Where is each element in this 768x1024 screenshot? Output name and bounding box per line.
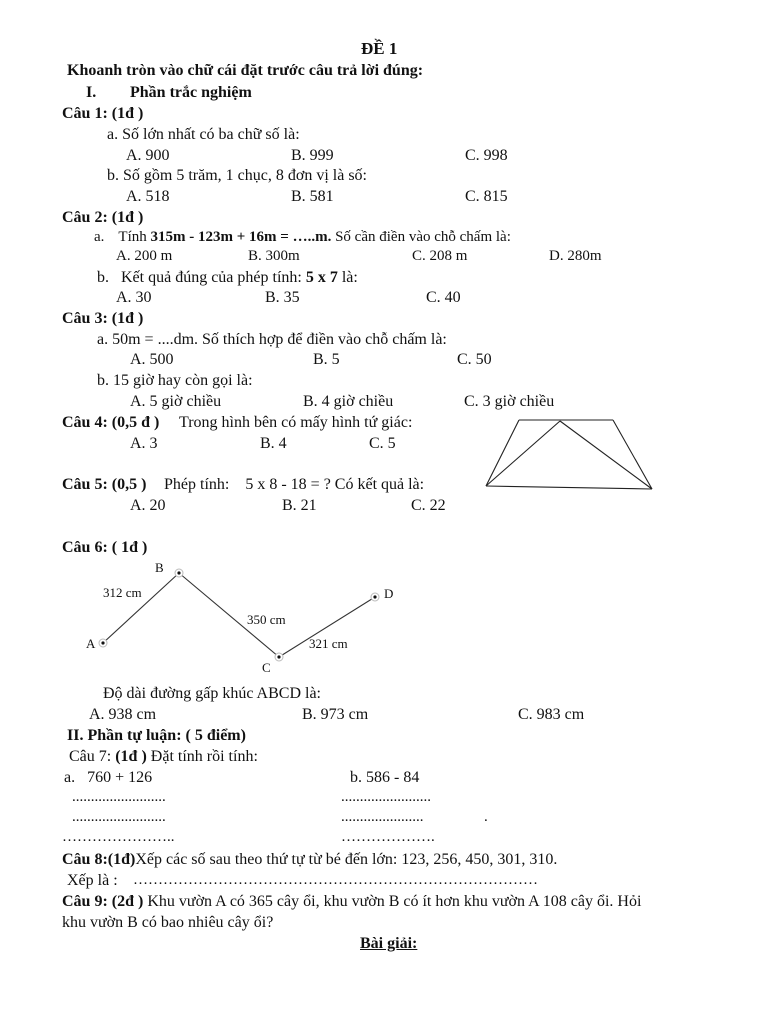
q1a-option-b[interactable]: B. 999 — [291, 147, 334, 164]
segment-ab-length: 312 cm — [103, 585, 142, 600]
q6-option-a[interactable]: A. 938 cm — [89, 706, 157, 723]
q7-stray-dot: . — [484, 809, 488, 825]
q3a-option-b[interactable]: B. 5 — [313, 351, 340, 368]
q7a-answer-line-1[interactable]: ......................... — [72, 789, 166, 805]
q9-line-1 — [62, 894, 641, 910]
figure-diagonal-right — [560, 421, 652, 489]
q2a-expression: 315m - 123m + 16m = …..m. — [150, 229, 332, 245]
q2b-line — [97, 270, 358, 286]
q7b-answer-line-3[interactable]: ………………. — [341, 829, 435, 845]
q2b-option-b[interactable]: B. 35 — [265, 289, 300, 306]
q3b-option-a[interactable]: A. 5 giờ chiều — [130, 393, 222, 410]
part1-number: I. — [86, 84, 97, 101]
q2b-expression: 5 x 7 — [305, 269, 338, 286]
instruction: Khoanh tròn vào chữ cái đặt trước câu trả lời đúng: — [67, 62, 424, 79]
q9-text-1: Khu vườn A có 365 cây ổi, khu vườn B có ít hơn khu vườn A 108 cây ổi. Hỏi — [143, 893, 642, 910]
q3-heading: Câu 3: (1đ ) — [62, 310, 144, 327]
q2a-prefix: a. — [94, 229, 105, 245]
q4-option-c[interactable]: C. 5 — [369, 435, 396, 452]
q5-option-c[interactable]: C. 22 — [411, 497, 446, 514]
q5-text: Phép tính: 5 x 8 - 18 = ? Có kết quả là: — [164, 476, 425, 493]
page-title: ĐỀ 1 — [361, 39, 398, 58]
q2b-prefix: b. — [97, 269, 109, 286]
q7b-expression: b. 586 - 84 — [350, 769, 420, 786]
q4-option-a[interactable]: A. 3 — [130, 435, 158, 452]
segment-bc-length: 350 cm — [247, 612, 286, 627]
q8-answer-label: Xếp là : — [67, 872, 118, 889]
q5-option-b[interactable]: B. 21 — [282, 497, 317, 514]
point-a-marker — [99, 639, 107, 647]
point-a-label: A — [86, 636, 96, 651]
q2b-option-c[interactable]: C. 40 — [426, 289, 461, 306]
point-b-label: B — [155, 560, 164, 575]
q8-heading: Câu 8:(1đ) — [62, 851, 136, 868]
point-c-label: C — [262, 660, 271, 675]
q1b-text: b. Số gồm 5 trăm, 1 chục, 8 đơn vị là số: — [107, 167, 367, 184]
q7-line — [69, 749, 258, 765]
part2-title: II. Phần tự luận: ( 5 điểm) — [67, 727, 246, 744]
q6-heading: Câu 6: ( 1đ ) — [62, 539, 148, 556]
q7b-answer-line-2[interactable]: ...................... — [341, 809, 424, 825]
q2a-option-d[interactable]: D. 280m — [549, 248, 602, 264]
q4-heading: Câu 4: (0,5 đ ) — [62, 414, 160, 431]
q2a-option-c[interactable]: C. 208 m — [412, 248, 468, 264]
segment-cd-length: 321 cm — [309, 636, 348, 651]
point-b-marker — [175, 569, 183, 577]
q2b-option-a[interactable]: A. 30 — [116, 289, 152, 306]
q8-line — [62, 852, 557, 868]
part1-title: Phần trắc nghiệm — [130, 84, 252, 101]
q4-option-b[interactable]: B. 4 — [260, 435, 287, 452]
q3a-text: a. 50m = ....dm. Số thích hợp để điền vào chỗ chấm là: — [97, 331, 447, 348]
q2a-text-1: Tính — [118, 229, 151, 245]
figure-right-edge — [613, 420, 652, 489]
q6-question: Độ dài đường gấp khúc ABCD là: — [103, 685, 321, 702]
q3a-option-c[interactable]: C. 50 — [457, 351, 492, 368]
q2a-text-2: Số cần điền vào chỗ chấm là: — [331, 229, 511, 245]
segment-ab — [103, 573, 179, 643]
q3b-option-c[interactable]: C. 3 giờ chiều — [464, 393, 555, 410]
q2b-text-2: là: — [337, 269, 358, 286]
q9-heading: Câu 9: (2đ ) — [62, 893, 144, 910]
q7-text: Đặt tính rồi tính: — [146, 748, 258, 765]
q7-heading: Câu 7: — [69, 748, 116, 765]
q3a-option-a[interactable]: A. 500 — [130, 351, 174, 368]
q7b-answer-line-1[interactable]: ........................ — [341, 789, 431, 805]
q7a-expression: a. 760 + 126 — [64, 769, 153, 786]
q2a-option-a[interactable]: A. 200 m — [116, 248, 173, 264]
q4-text: Trong hình bên có mấy hình tứ giác: — [179, 414, 413, 431]
q8-answer-line[interactable]: ……………………………………………………………………… — [133, 872, 538, 888]
q2b-text-1: Kết quả đúng của phép tính: — [121, 269, 306, 286]
q5-option-a[interactable]: A. 20 — [130, 497, 166, 514]
q6-option-c[interactable]: C. 983 cm — [518, 706, 585, 723]
solution-heading: Bài giải: — [360, 935, 418, 952]
figure-bottom-edge — [486, 486, 652, 489]
q1b-option-a[interactable]: A. 518 — [126, 188, 170, 205]
q6-option-b[interactable]: B. 973 cm — [302, 706, 369, 723]
q9-text-2: khu vườn B có bao nhiêu cây ổi? — [62, 914, 274, 931]
q1a-option-a[interactable]: A. 900 — [126, 147, 170, 164]
q7a-answer-line-3[interactable]: ………………….. — [62, 829, 175, 845]
figure-diagonal-left — [486, 421, 560, 486]
q3b-text: b. 15 giờ hay còn gọi là: — [97, 372, 253, 389]
q1b-option-b[interactable]: B. 581 — [291, 188, 334, 205]
q5-heading: Câu 5: (0,5 ) — [62, 476, 147, 493]
q7-points: (1đ ) — [115, 748, 147, 765]
q1a-option-c[interactable]: C. 998 — [465, 147, 508, 164]
q2a-line — [94, 230, 511, 245]
q2-heading: Câu 2: (1đ ) — [62, 209, 144, 226]
point-d-marker — [371, 593, 379, 601]
q3b-option-b[interactable]: B. 4 giờ chiều — [303, 393, 394, 410]
q2a-option-b[interactable]: B. 300m — [248, 248, 300, 264]
q1b-option-c[interactable]: C. 815 — [465, 188, 508, 205]
point-d-label: D — [384, 586, 394, 601]
figure-left-edge — [486, 420, 519, 486]
q1-heading: Câu 1: (1đ ) — [62, 105, 144, 122]
q8-text: Xếp các số sau theo thứ tự từ bé đến lớn: 123, 256, 450, 301, 310. — [135, 851, 558, 868]
q7a-answer-line-2[interactable]: ......................... — [72, 809, 166, 825]
point-c-marker — [275, 653, 283, 661]
q1a-text: a. Số lớn nhất có ba chữ số là: — [107, 126, 300, 143]
